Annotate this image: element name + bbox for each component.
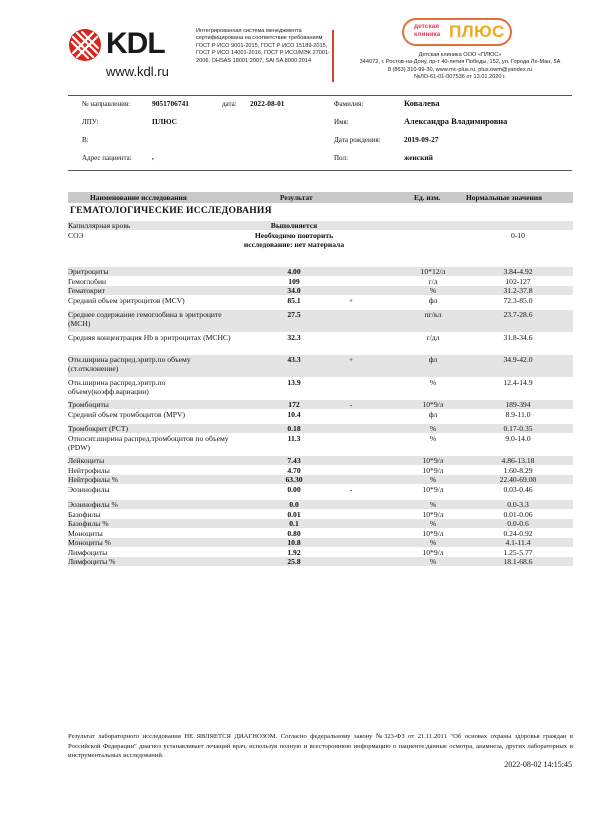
test-name: Гемоглобин — [68, 276, 107, 286]
test-result: 109 — [288, 276, 300, 286]
reference-range: 0.17-0.35 — [503, 424, 533, 433]
test-result: 85.1 — [287, 295, 301, 305]
disclaimer: Результат лабораторного исследования НЕ ЯВЛЯЕТСЯ ДИАГНОЗОМ. Согласно федеральному закону №323-ФЗ от 21.11.2011 "Об основах охраны здоровья граждан в Российской Федерации" диагноз устанавливает лечащий врач, используя полную и всестороннюю информацию о пациенте:данные осмотра, анамнеза, других лабораторных и инструментальных исследований. — [68, 733, 573, 760]
test-result: 10.8 — [287, 538, 301, 547]
test-unit: 10*9/л — [422, 547, 444, 557]
address-value: , — [152, 152, 154, 161]
result-flag: - — [349, 400, 353, 409]
surname-label: Фамилия: — [334, 100, 364, 108]
test-name: Лимфоциты % — [68, 557, 116, 566]
reference-range: 31.8-34.6 — [503, 332, 533, 342]
test-name: Базофилы — [68, 509, 101, 519]
test-name: Тромбоциты — [68, 400, 109, 409]
test-name: СОЭ — [68, 230, 84, 240]
test-result: 7.43 — [287, 456, 301, 465]
test-name: Отн.ширина распред.эритр.по объему(коэфф.вариации) — [68, 377, 166, 396]
reference-range: 3.84-4.92 — [503, 267, 533, 276]
clinic-info — [336, 52, 584, 82]
test-unit: % — [429, 519, 437, 528]
test-name: Средний объем эритроцитов (MCV) — [68, 295, 185, 305]
clinic-logo-small-text: детская клиника — [414, 23, 441, 38]
lpu-label: ЛПУ: — [82, 118, 99, 126]
test-name: Тромбокрит (PCT) — [68, 424, 129, 433]
table-row — [68, 286, 573, 295]
table-row — [68, 557, 573, 566]
table-row — [68, 538, 573, 547]
test-result: 43.3 — [287, 355, 301, 364]
test-result: 10.4 — [287, 409, 301, 419]
test-unit: фл — [428, 295, 438, 305]
reference-range: 34.9-42.0 — [503, 355, 533, 364]
test-result: 0.01 — [287, 509, 301, 519]
table-row — [68, 355, 573, 377]
result-flag: + — [348, 295, 354, 305]
test-unit: % — [429, 377, 437, 387]
reference-range: 1.60-8.29 — [503, 465, 533, 475]
test-result: 4.70 — [287, 465, 301, 475]
table-row — [68, 424, 573, 433]
table-row — [68, 333, 573, 355]
v-label: В: — [82, 136, 89, 144]
test-result: 172 — [288, 400, 300, 409]
date-label: дата: — [222, 100, 237, 108]
referral-number: 9051706741 — [152, 99, 189, 108]
kdl-website: www.kdl.ru — [106, 64, 169, 79]
table-row — [68, 410, 573, 424]
test-unit: % — [429, 286, 437, 295]
test-unit: 10*12/л — [420, 267, 446, 276]
result-flag: + — [348, 355, 354, 364]
test-name: Эозинофилы % — [68, 500, 118, 509]
test-unit: г/дл — [426, 332, 440, 342]
table-row — [68, 519, 573, 528]
test-unit: г/л — [428, 276, 438, 286]
section-title: ГЕМАТОЛОГИЧЕСКИЕ ИССЛЕДОВАНИЯ — [70, 205, 272, 216]
clinic-license: №ЛО-61-01-007536 от 13.01.2020 г. — [414, 74, 506, 81]
table-row — [68, 434, 573, 456]
surname-value: Ковалева — [404, 99, 440, 108]
test-result: 63.30 — [285, 475, 303, 484]
report-timestamp: 2022-08-02 14:15:45 — [504, 760, 572, 769]
test-unit: % — [429, 500, 437, 509]
test-unit: 10*9/л — [422, 528, 444, 538]
header-test-name: Наименование исследования — [90, 193, 187, 202]
address-label: Адрес пациента: — [82, 154, 132, 162]
test-name: Относит.ширина распред.тромбоцитов по объему (PDW) — [68, 433, 229, 452]
patient-bottom-line — [68, 170, 572, 171]
lpu-value: ПЛЮС — [152, 117, 177, 126]
header-reference: Нормальные значения — [466, 193, 542, 202]
reference-range: 0.0-0.6 — [507, 519, 529, 528]
test-name: Лимфоциты — [68, 547, 108, 557]
table-row — [68, 500, 573, 509]
test-name: Отн.ширина распред.эритр.по объему (ст.отклонение) — [68, 355, 191, 373]
reference-range: 189-394 — [505, 400, 531, 409]
reference-range: 9.0-14.0 — [505, 433, 531, 443]
test-result: 0.80 — [287, 528, 301, 538]
test-unit: пг/кл — [424, 310, 442, 319]
test-unit: фл — [428, 355, 438, 364]
kdl-logo — [68, 26, 196, 84]
test-result: 34.0 — [287, 286, 301, 295]
reference-range: 1.25-5.77 — [503, 547, 533, 557]
reference-range: 4.1-11.4 — [505, 538, 531, 547]
test-result: 0.18 — [287, 424, 301, 433]
kdl-logo-text: KDL — [106, 27, 165, 60]
header-result: Результат — [280, 193, 313, 202]
test-result: 11.3 — [287, 433, 301, 443]
table-row — [68, 400, 573, 409]
test-name: Эозинофилы — [68, 484, 110, 494]
test-name: Нейтрофилы — [68, 465, 110, 475]
results-table-header — [68, 192, 573, 203]
result-flag: - — [349, 484, 353, 494]
reference-range: 0.03-0.46 — [503, 484, 533, 494]
table-row — [68, 221, 573, 230]
referral-label: № направления: — [82, 100, 131, 108]
test-result: 0.00 — [287, 484, 301, 494]
header-divider — [332, 30, 334, 82]
reference-range: 23.7-28.6 — [503, 310, 533, 319]
table-row — [68, 485, 573, 500]
table-row — [68, 378, 573, 400]
test-name: Моноциты — [68, 528, 103, 538]
test-name: Базофилы % — [68, 519, 109, 528]
table-row — [68, 310, 573, 332]
name-value: Александра Владимировна — [404, 117, 508, 126]
reference-range: 0.0-3.3 — [507, 500, 529, 509]
test-result: 0.1 — [289, 519, 299, 528]
clinic-address: 344072, г. Ростов-на-Дону, пр-т 40-летия Победы, 152, ул. Города Ле-Ман, 5А — [359, 59, 561, 66]
table-row — [68, 231, 573, 267]
test-result: 0.0 — [289, 500, 299, 509]
header-unit: Ед. изм. — [414, 193, 441, 202]
reference-range: 31.2-37.8 — [503, 286, 533, 295]
birth-value: 2019-09-27 — [404, 135, 439, 144]
test-unit: 10*9/л — [422, 484, 444, 494]
clinic-contacts: 8 (863) 310-99-30, www.mc-plus.ru, plus.owm@yandex.ru — [387, 66, 533, 73]
test-result: 1.92 — [287, 547, 301, 557]
test-unit: % — [429, 424, 437, 433]
referral-date: 2022-08-01 — [250, 99, 285, 108]
table-row — [68, 267, 573, 276]
clinic-name: Детская клиника ООО «ПЛЮС» — [418, 52, 502, 58]
test-result: 4.00 — [287, 267, 301, 276]
test-unit: % — [429, 557, 437, 566]
reference-range: 72.3-85.0 — [503, 295, 533, 305]
birth-label: Дата рождения: — [334, 136, 381, 144]
table-row — [68, 296, 573, 310]
test-unit: 10*9/л — [422, 509, 444, 519]
table-row — [68, 456, 573, 465]
table-row — [68, 548, 573, 557]
patient-top-line — [68, 95, 572, 96]
table-row — [68, 529, 573, 538]
reference-range: 0-10 — [511, 230, 525, 240]
test-name: Лейкоциты — [68, 456, 105, 465]
clinic-logo — [402, 18, 512, 46]
test-unit: фл — [428, 409, 438, 419]
reference-range: 4.86-13.18 — [501, 456, 535, 465]
test-unit: 10*9/л — [422, 456, 444, 465]
kdl-logo-icon — [68, 28, 102, 62]
table-row — [68, 510, 573, 519]
test-unit: 10*9/л — [422, 465, 444, 475]
test-result: Выполняется — [270, 221, 318, 230]
test-name: Моноциты % — [68, 538, 111, 547]
test-result: 32.3 — [287, 332, 301, 342]
reference-range: 18.1-68.6 — [503, 557, 533, 566]
reference-range: 102-127 — [505, 276, 531, 286]
test-unit: % — [429, 433, 437, 443]
table-row — [68, 277, 573, 286]
sex-value: женский — [404, 153, 433, 162]
reference-range: 12.4-14.9 — [503, 377, 533, 387]
test-result: 27.5 — [287, 310, 301, 319]
test-unit: 10*9/л — [422, 400, 444, 409]
test-name: Среднее содержание гемоглобина в эритроците (MCH) — [68, 310, 222, 328]
test-name: Гематокрит — [68, 286, 105, 295]
reference-range: 0.01-0.06 — [503, 509, 533, 519]
test-name: Эритроциты — [68, 267, 109, 276]
test-result: 13.9 — [287, 377, 301, 387]
table-row — [68, 475, 573, 484]
certification-text: Интегрированная система менеджмента сертифицирована на соответствие требованиям ГОСТ Р ИСО 9001-2015, ГОСТ Р ИСО 15189-2015, ГОСТ Р ИСО 14001-2016, ГОСТ Р ИСО/МЭК 27001-2006, OHSAS 18001:2007, SAI SA 8000:2014 — [196, 28, 330, 64]
clinic-logo-big-text: ПЛЮС — [449, 22, 505, 41]
reference-range: 8.9-11.0 — [505, 409, 531, 419]
name-label: Имя: — [334, 118, 349, 126]
table-row — [68, 466, 573, 475]
test-unit: % — [429, 475, 437, 484]
test-name: Нейтрофилы % — [68, 475, 119, 484]
test-name: Капиллярная кровь — [68, 221, 131, 230]
test-result: Необходимо повторить исследование: нет материала — [243, 230, 345, 249]
sex-label: Пол: — [334, 154, 348, 162]
test-name: Средний объем тромбоцитов (MPV) — [68, 409, 186, 419]
reference-range: 0.24-0.92 — [503, 528, 533, 538]
test-unit: % — [429, 538, 437, 547]
test-name: Средняя концентрация Hb в эритроцитах (MCHC) — [68, 332, 231, 342]
reference-range: 22.40-69.00 — [499, 475, 537, 484]
test-result: 25.8 — [287, 557, 301, 566]
